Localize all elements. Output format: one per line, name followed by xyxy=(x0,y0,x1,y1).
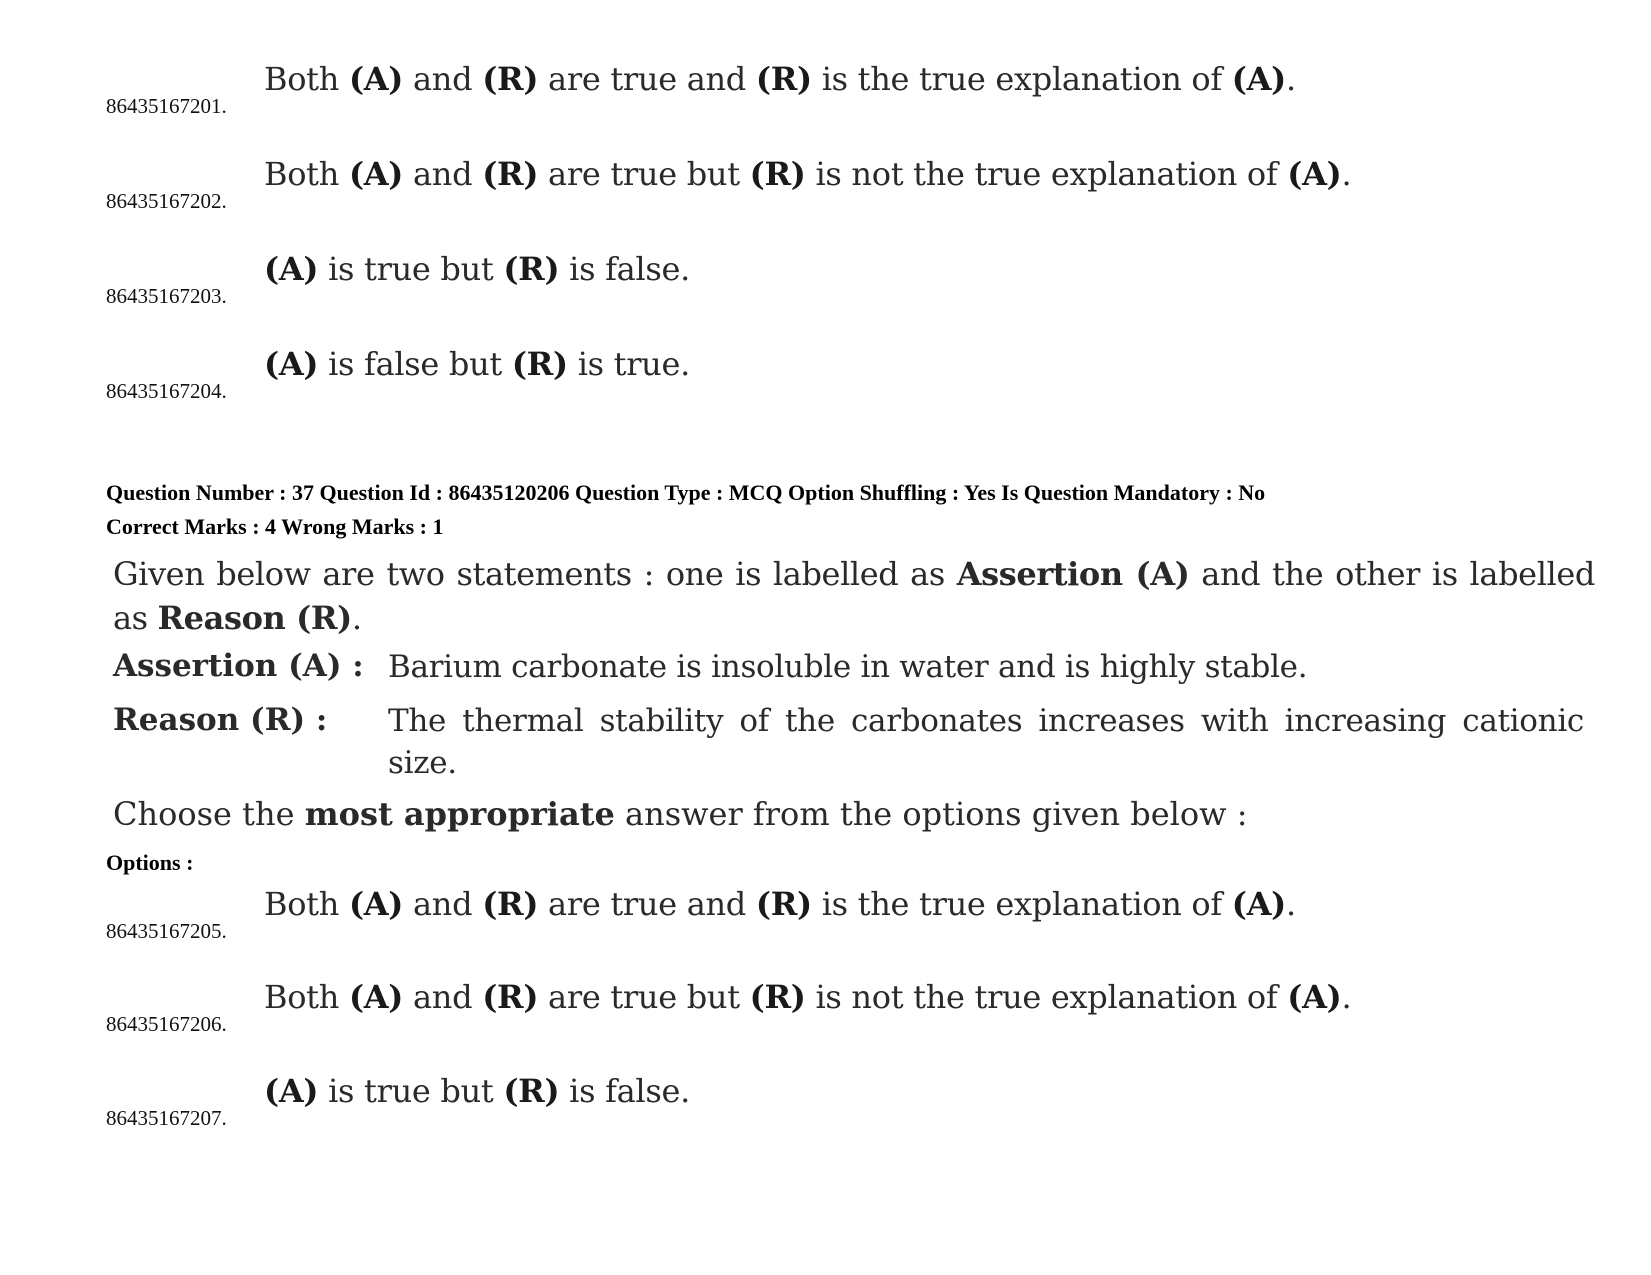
option-text: (A) is true but (R) is false. xyxy=(264,1072,691,1110)
option-text: Both (A) and (R) are true but (R) is not the true explanation of (A). xyxy=(264,978,1352,1016)
option-text: Both (A) and (R) are true but (R) is not the true explanation of (A). xyxy=(264,155,1352,193)
question-meta-line2: Correct Marks : 4 Wrong Marks : 1 xyxy=(106,514,444,539)
question-intro: Given below are two statements : one is labelled as Assertion (A) and the other is labelled as Reason (R). xyxy=(113,555,1595,637)
option-text: (A) is false but (R) is true. xyxy=(264,345,691,383)
question-meta-line1: Question Number : 37 Question Id : 86435120206 Question Type : MCQ Option Shuffling : Yes Is Question Mandatory : No xyxy=(106,480,1266,505)
option-text: Both (A) and (R) are true and (R) is the true explanation of (A). xyxy=(264,885,1296,923)
option-text: Both (A) and (R) are true and (R) is the true explanation of (A). xyxy=(264,60,1296,98)
option-id: 86435167206. xyxy=(106,1012,227,1036)
question-instruction: Choose the most appropriate answer from the options given below : xyxy=(113,795,1248,833)
option-id: 86435167204. xyxy=(106,379,227,403)
reason-label: Reason (R) : xyxy=(113,702,328,738)
option-id: 86435167202. xyxy=(106,189,227,213)
option-id: 86435167201. xyxy=(106,94,227,118)
reason-text: The thermal stability of the carbonates increases with increasing cationic size. xyxy=(388,703,1584,781)
option-text: (A) is true but (R) is false. xyxy=(264,250,691,288)
option-id: 86435167205. xyxy=(106,919,227,943)
options-label: Options : xyxy=(106,850,194,875)
assertion-label: Assertion (A) : xyxy=(113,648,364,684)
assertion-text: Barium carbonate is insoluble in water and is highly stable. xyxy=(388,649,1308,685)
option-id: 86435167207. xyxy=(106,1106,227,1130)
option-id: 86435167203. xyxy=(106,284,227,308)
